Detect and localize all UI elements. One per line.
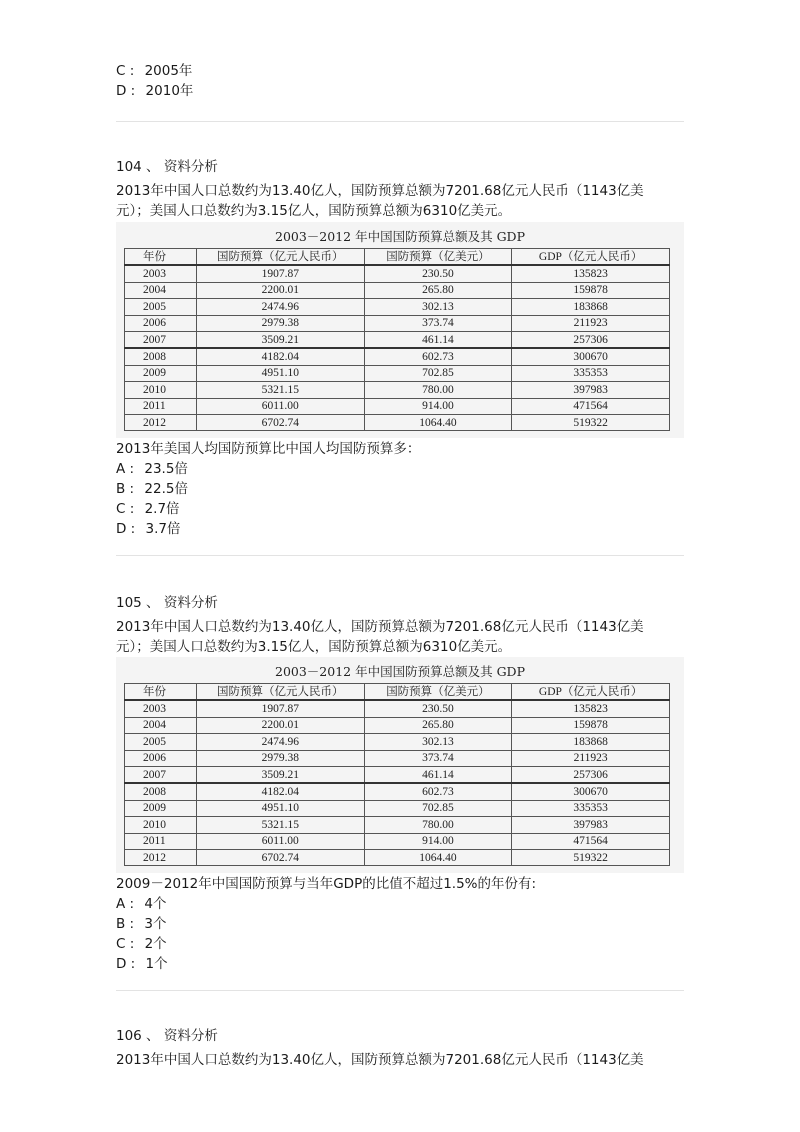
data-table: [124, 683, 670, 866]
question-header: 104 、 资料分析: [116, 159, 218, 175]
table-cell: 2007: [125, 331, 197, 348]
option-letter: D :: [116, 521, 136, 537]
table-cell: 5321.15: [196, 817, 364, 833]
table-cell: 302.13: [364, 734, 512, 750]
table-cell: 2008: [125, 783, 197, 800]
passage-line: 2013年中国人口总数约为13.40亿人，国防预算总额为7201.68亿元人民币（1143亿美: [116, 1052, 644, 1068]
table-cell: 6011.00: [196, 398, 364, 414]
table-row: [125, 783, 670, 800]
table-cell: 2012: [125, 849, 197, 865]
question-header: 106 、 资料分析: [116, 1028, 218, 1044]
table-row: [125, 414, 670, 430]
table-cell: 397983: [512, 817, 670, 833]
table-cell: 2003: [125, 700, 197, 717]
table-cell: 1064.40: [364, 414, 512, 430]
table-cell: 257306: [512, 766, 670, 783]
table-header-cell: 国防预算（亿元人民币）: [196, 249, 364, 266]
table-cell: 1907.87: [196, 700, 364, 717]
table-cell: 300670: [512, 348, 670, 365]
table-cell: 2011: [125, 833, 197, 849]
table-row: [125, 717, 670, 733]
option-text: 1个: [145, 956, 168, 972]
option-letter: A :: [116, 896, 135, 912]
question-stem: 2013年美国人均国防预算比中国人均国防预算多：: [116, 441, 421, 457]
table-cell: 302.13: [364, 299, 512, 315]
data-table-image: [116, 657, 684, 873]
option-c[interactable]: [116, 61, 192, 81]
table-cell: 230.50: [364, 700, 512, 717]
table-cell: 2010: [125, 817, 197, 833]
table-cell: 2006: [125, 750, 197, 766]
table-row: [125, 398, 670, 414]
table-cell: 2200.01: [196, 717, 364, 733]
table-cell: 6702.74: [196, 414, 364, 430]
option-text: 2.7倍: [144, 501, 180, 517]
table-cell: 2008: [125, 348, 197, 365]
table-header-cell: 年份: [125, 249, 197, 266]
table-cell: 2004: [125, 282, 197, 298]
table-cell: 914.00: [364, 398, 512, 414]
table-cell: 257306: [512, 331, 670, 348]
table-header-cell: GDP（亿元人民币）: [512, 249, 670, 266]
table-row: [125, 348, 670, 365]
option-text: 2010年: [145, 83, 194, 99]
table-cell: 2009: [125, 800, 197, 816]
option-letter: C :: [116, 63, 135, 79]
option-c[interactable]: [116, 934, 167, 954]
option-text: 2005年: [144, 63, 193, 79]
table-cell: 914.00: [364, 833, 512, 849]
divider: [116, 990, 684, 991]
table-row: [125, 817, 670, 833]
option-letter: A :: [116, 461, 135, 477]
option-letter: C :: [116, 501, 135, 517]
data-table-image: [116, 222, 684, 438]
table-cell: 4951.10: [196, 800, 364, 816]
option-a[interactable]: [116, 459, 188, 479]
table-cell: 461.14: [364, 331, 512, 348]
option-text: 3个: [144, 916, 167, 932]
option-d[interactable]: [116, 81, 193, 101]
table-cell: 2010: [125, 382, 197, 398]
table-cell: 3509.21: [196, 331, 364, 348]
table-cell: 780.00: [364, 382, 512, 398]
table-cell: 2005: [125, 299, 197, 315]
table-row: [125, 299, 670, 315]
table-row: [125, 734, 670, 750]
table-cell: 519322: [512, 414, 670, 430]
table-cell: 4951.10: [196, 365, 364, 381]
table-row: [125, 766, 670, 783]
table-row: [125, 700, 670, 717]
table-row: [125, 331, 670, 348]
option-text: 23.5倍: [144, 461, 188, 477]
table-cell: 602.73: [364, 348, 512, 365]
table-cell: 135823: [512, 265, 670, 282]
table-cell: 2474.96: [196, 299, 364, 315]
table-header-cell: 年份: [125, 684, 197, 701]
table-cell: 373.74: [364, 750, 512, 766]
table-cell: 2009: [125, 365, 197, 381]
option-text: 3.7倍: [145, 521, 181, 537]
table-row: [125, 265, 670, 282]
table-row: [125, 365, 670, 381]
table-cell: 2005: [125, 734, 197, 750]
divider: [116, 555, 684, 556]
table-cell: 5321.15: [196, 382, 364, 398]
option-letter: B :: [116, 916, 135, 932]
table-cell: 461.14: [364, 766, 512, 783]
table-cell: 265.80: [364, 282, 512, 298]
passage-line: 2013年中国人口总数约为13.40亿人，国防预算总额为7201.68亿元人民币（1143亿美: [116, 183, 644, 199]
table-header-cell: 国防预算（亿美元）: [364, 249, 512, 266]
table-cell: 335353: [512, 800, 670, 816]
table-cell: 2004: [125, 717, 197, 733]
table-cell: 159878: [512, 282, 670, 298]
table-cell: 300670: [512, 783, 670, 800]
table-header-cell: GDP（亿元人民币）: [512, 684, 670, 701]
option-letter: C :: [116, 936, 135, 952]
table-row: [125, 800, 670, 816]
table-cell: 2007: [125, 766, 197, 783]
table-cell: 780.00: [364, 817, 512, 833]
table-cell: 471564: [512, 398, 670, 414]
option-letter: D :: [116, 956, 136, 972]
data-table: [124, 248, 670, 431]
table-header-cell: 国防预算（亿美元）: [364, 684, 512, 701]
passage-line: 2013年中国人口总数约为13.40亿人，国防预算总额为7201.68亿元人民币（1143亿美: [116, 619, 644, 635]
option-text: 22.5倍: [144, 481, 188, 497]
table-row: [125, 315, 670, 331]
table-cell: 702.85: [364, 800, 512, 816]
table-cell: 135823: [512, 700, 670, 717]
table-header-cell: 国防预算（亿元人民币）: [196, 684, 364, 701]
option-letter: D :: [116, 83, 136, 99]
option-b[interactable]: [116, 479, 188, 499]
table-cell: 2200.01: [196, 282, 364, 298]
table-cell: 211923: [512, 750, 670, 766]
option-text: 2个: [144, 936, 167, 952]
table-row: [125, 833, 670, 849]
table-row: [125, 849, 670, 865]
table-cell: 602.73: [364, 783, 512, 800]
table-cell: 2474.96: [196, 734, 364, 750]
option-a[interactable]: [116, 894, 166, 914]
divider: [116, 121, 684, 122]
table-cell: 159878: [512, 717, 670, 733]
table-cell: 183868: [512, 734, 670, 750]
table-cell: 471564: [512, 833, 670, 849]
table-cell: 397983: [512, 382, 670, 398]
table-cell: 2006: [125, 315, 197, 331]
option-d[interactable]: [116, 519, 181, 539]
table-cell: 373.74: [364, 315, 512, 331]
table-cell: 183868: [512, 299, 670, 315]
option-b[interactable]: [116, 914, 167, 934]
option-text: 4个: [144, 896, 167, 912]
passage-line: 元）；美国人口总数约为3.15亿人，国防预算总额为6310亿美元。: [116, 203, 512, 219]
table-cell: 4182.04: [196, 348, 364, 365]
table-cell: 230.50: [364, 265, 512, 282]
table-cell: 2012: [125, 414, 197, 430]
table-cell: 1064.40: [364, 849, 512, 865]
table-cell: 211923: [512, 315, 670, 331]
table-cell: 2979.38: [196, 315, 364, 331]
table-cell: 3509.21: [196, 766, 364, 783]
table-cell: 335353: [512, 365, 670, 381]
table-cell: 1907.87: [196, 265, 364, 282]
table-row: [125, 750, 670, 766]
table-title: 2003－2012 年中国国防预算总额及其 GDP: [275, 664, 525, 679]
table-cell: 4182.04: [196, 783, 364, 800]
table-header-row: [125, 684, 670, 701]
question-header: 105 、 资料分析: [116, 595, 218, 611]
option-d[interactable]: [116, 954, 168, 974]
question-stem: 2009－2012年中国国防预算与当年GDP的比值不超过1.5%的年份有:: [116, 876, 537, 892]
table-cell: 6702.74: [196, 849, 364, 865]
table-cell: 265.80: [364, 717, 512, 733]
option-c[interactable]: [116, 499, 180, 519]
table-cell: 702.85: [364, 365, 512, 381]
table-cell: 2003: [125, 265, 197, 282]
table-cell: 2979.38: [196, 750, 364, 766]
option-letter: B :: [116, 481, 135, 497]
table-header-row: [125, 249, 670, 266]
table-row: [125, 282, 670, 298]
table-row: [125, 382, 670, 398]
table-cell: 2011: [125, 398, 197, 414]
table-cell: 6011.00: [196, 833, 364, 849]
passage-line: 元）；美国人口总数约为3.15亿人，国防预算总额为6310亿美元。: [116, 639, 512, 655]
table-cell: 519322: [512, 849, 670, 865]
table-title: 2003－2012 年中国国防预算总额及其 GDP: [275, 229, 525, 244]
